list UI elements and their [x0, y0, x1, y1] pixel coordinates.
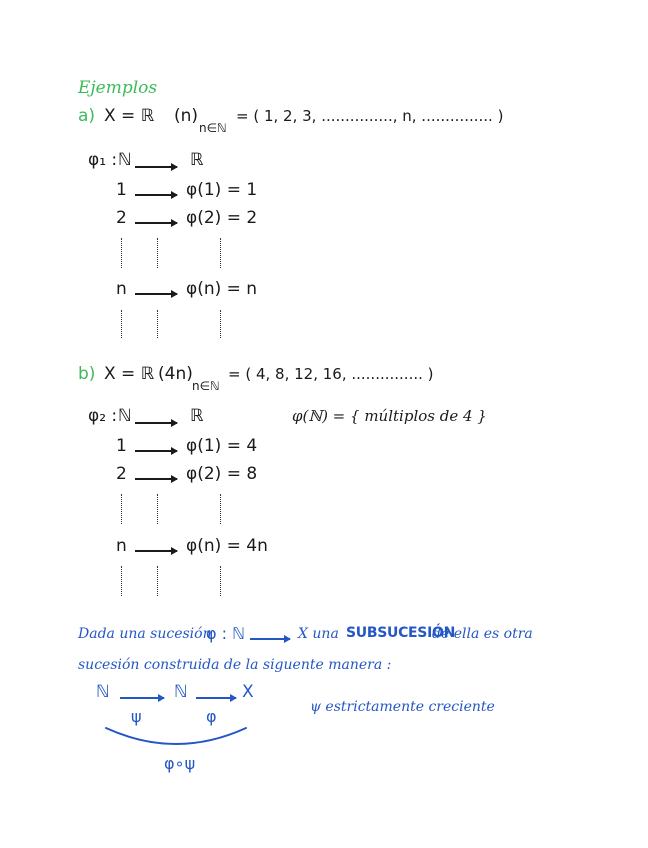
row-b2-left: 2	[116, 464, 127, 484]
map-phi2-name: φ₂ :	[88, 406, 118, 426]
row-bn-left: n	[116, 536, 127, 556]
row-b2-right: φ(2) = 8	[186, 464, 258, 484]
definition-target: X una	[298, 626, 339, 642]
part-b-space: X = ℝ	[104, 364, 155, 384]
part-b-sequence-terms: = ( 4, 8, 12, 16, ............... )	[228, 365, 434, 383]
row-bn-right: φ(n) = 4n	[186, 536, 268, 556]
row-an-left: n	[116, 279, 127, 299]
part-b-sequence-index: n∈ℕ	[192, 379, 220, 393]
subsequence-keyword: SUBSUCESIÓN	[346, 625, 456, 641]
row-a1-left: 1	[116, 180, 127, 200]
definition-map: φ : ℕ	[206, 624, 245, 643]
examples-heading: Ejemplos	[78, 78, 158, 98]
map-phi1-domain: ℕ	[118, 150, 132, 170]
row-a1-right: φ(1) = 1	[186, 180, 258, 200]
part-b-label: b)	[78, 364, 96, 384]
diagram-naturals-1: ℕ	[96, 682, 110, 702]
diagram-composition-label: φ∘ψ	[164, 754, 196, 773]
definition-line2: sucesión construida de la siguente manera :	[78, 657, 392, 673]
image-note: φ(ℕ) = { múltiplos de 4 }	[292, 407, 487, 425]
diagram-target-x: X	[242, 682, 254, 702]
diagram-psi-label: ψ	[131, 707, 142, 726]
row-a2-left: 2	[116, 208, 127, 228]
part-a-space: X = ℝ	[104, 106, 155, 126]
definition-line1-start: Dada una sucesión	[78, 626, 212, 642]
map-phi1-name: φ₁ :	[88, 150, 118, 170]
psi-increasing-note: ψ estrictamente creciente	[310, 699, 495, 715]
diagram-naturals-2: ℕ	[174, 682, 188, 702]
map-phi1-codomain: ℝ	[190, 150, 204, 170]
part-a-label: a)	[78, 106, 96, 126]
part-b-sequence: (4n)	[158, 364, 193, 384]
row-an-right: φ(n) = n	[186, 279, 258, 299]
diagram-phi-label: φ	[206, 707, 217, 726]
map-phi2-codomain: ℝ	[190, 406, 204, 426]
row-b1-right: φ(1) = 4	[186, 436, 258, 456]
map-phi2-domain: ℕ	[118, 406, 132, 426]
part-a-sequence-terms: = ( 1, 2, 3, ..............., n, ............... )	[236, 107, 504, 125]
row-b1-left: 1	[116, 436, 127, 456]
part-a-sequence: (n)	[174, 106, 199, 126]
definition-line1-end: de ella es otra	[432, 626, 533, 642]
row-a2-right: φ(2) = 2	[186, 208, 258, 228]
part-a-sequence-index: n∈ℕ	[199, 121, 227, 135]
